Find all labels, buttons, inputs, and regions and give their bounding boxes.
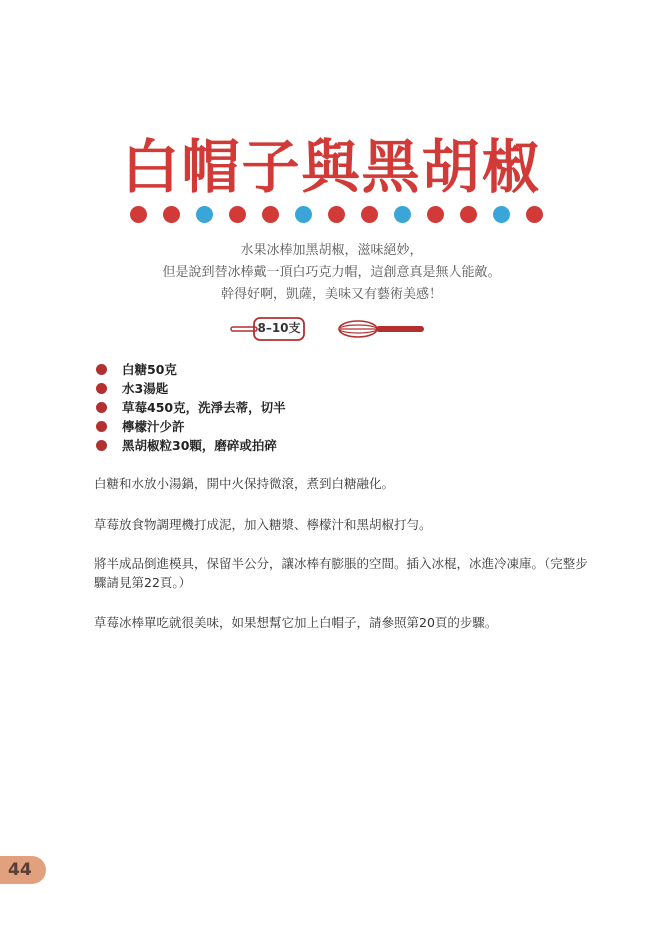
dot [262, 206, 279, 223]
dot [427, 206, 444, 223]
dot [295, 206, 312, 223]
ingredient-text: 黑胡椒粒30顆，磨碎或拍碎 [122, 438, 277, 453]
list-item [96, 417, 286, 436]
intro-line: 但是說到替冰棒戴一頂白巧克力帽，這創意真是無人能敵。 [162, 265, 501, 280]
dot [526, 206, 543, 223]
bullet-icon [96, 421, 107, 432]
bullet-icon [96, 402, 107, 413]
ingredient-list [96, 360, 286, 455]
dot-divider [130, 206, 542, 224]
ingredient-text: 白糖50克 [122, 362, 177, 377]
bullet-icon [96, 440, 107, 451]
dot [493, 206, 510, 223]
list-item [96, 360, 286, 379]
bullet-icon [96, 364, 107, 375]
step-4: 草莓冰棒單吃就很美味，如果想幫它加上白帽子，請參照第20頁的步驟。 [94, 615, 498, 630]
intro-line: 水果冰棒加黑胡椒，滋味絕妙， [240, 243, 423, 258]
whisk-icon [336, 316, 428, 342]
ingredient-text: 草莓450克，洗淨去蒂，切半 [122, 400, 286, 415]
dot [361, 206, 378, 223]
step-1: 白糖和水放小湯鍋，開中火保持微滾，煮到白糖融化。 [94, 476, 395, 491]
list-item [96, 436, 286, 455]
intro-text [0, 240, 663, 306]
dot [328, 206, 345, 223]
dot [163, 206, 180, 223]
ingredient-text: 水3湯匙 [122, 381, 169, 396]
page-number-tab [0, 856, 46, 884]
dot [130, 206, 147, 223]
page-title: 白帽子與黑胡椒 [121, 133, 542, 201]
dot [460, 206, 477, 223]
list-item [96, 398, 286, 417]
list-item [96, 379, 286, 398]
dot [229, 206, 246, 223]
dot [394, 206, 411, 223]
bullet-icon [96, 383, 107, 394]
intro-line: 幹得好啊，凱薩，美味又有藝術美感！ [220, 287, 442, 302]
dot [196, 206, 213, 223]
page-number: 44 [8, 860, 32, 880]
step-3: 將半成品倒進模具，保留半公分，讓冰棒有膨脹的空間。插入冰棍，冰進冷凍庫。（完整步驟請見第22頁。） [94, 556, 588, 590]
step-2: 草莓放食物調理機打成泥，加入糖漿、檸檬汁和黑胡椒打勻。 [94, 517, 432, 532]
yield-row [228, 316, 428, 342]
yield-label: 8–10支 [257, 321, 301, 335]
ingredient-text: 檸檬汁少許 [122, 419, 185, 434]
